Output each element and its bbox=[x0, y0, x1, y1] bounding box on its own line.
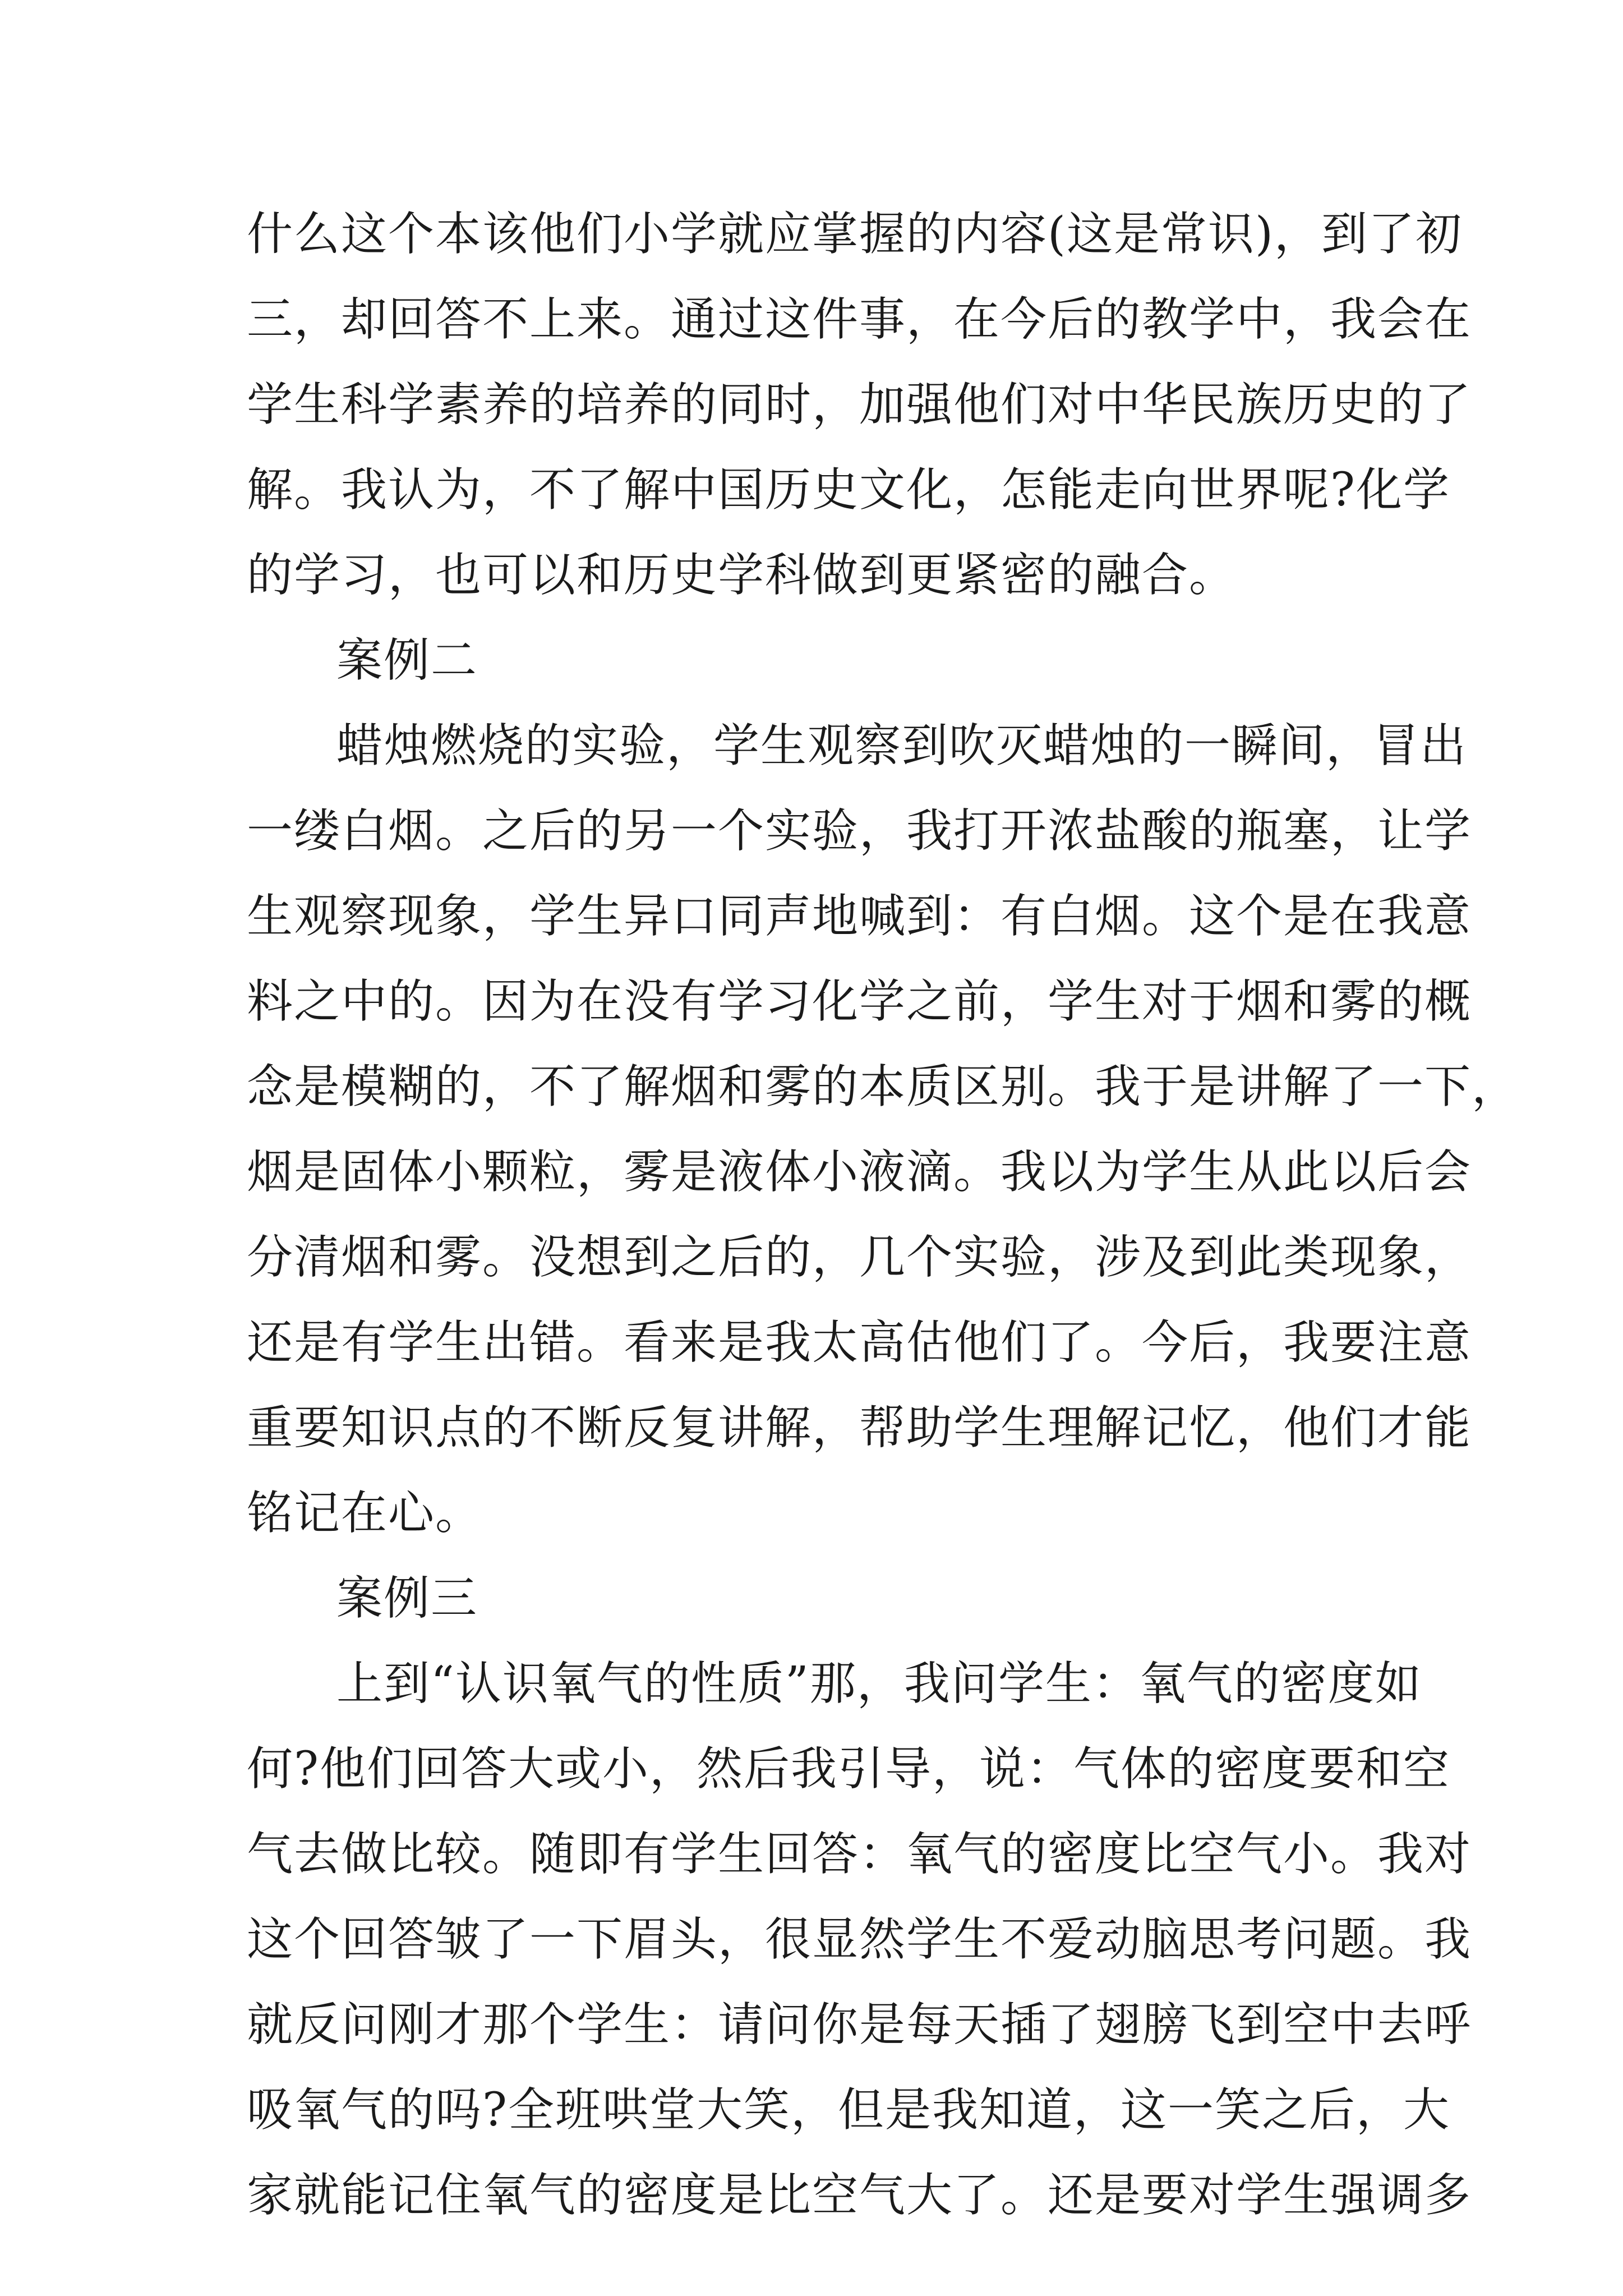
text-line: 一缕白烟。之后的另一个实验，我打开浓盐酸的瓶塞，让学 bbox=[247, 804, 1472, 858]
section-heading-case-2: 案例二 bbox=[336, 634, 478, 687]
text-line: 的学习，也可以和历史学科做到更紧密的融合。 bbox=[247, 549, 1237, 602]
text-line: 烟是固体小颗粒，雾是液体小液滴。我以为学生从此以后会 bbox=[247, 1145, 1472, 1199]
text-line: 这个回答皱了一下眉头，很显然学生不爱动脑思考问题。我 bbox=[247, 1913, 1472, 1966]
text-line: 三，却回答不上来。通过这件事，在今后的教学中，我会在 bbox=[247, 293, 1472, 346]
section-heading-case-3: 案例三 bbox=[336, 1572, 478, 1625]
text-line: 分清烟和雾。没想到之后的，几个实验，涉及到此类现象， bbox=[247, 1231, 1472, 1284]
text-line: 重要知识点的不断反复讲解，帮助学生理解记忆，他们才能 bbox=[247, 1401, 1472, 1455]
text-line: 上到“认识氧气的性质”那，我问学生：氧气的密度如 bbox=[336, 1657, 1422, 1710]
text-line: 料之中的。因为在没有学习化学之前，学生对于烟和雾的概 bbox=[247, 975, 1472, 1028]
text-line: 铭记在心。 bbox=[247, 1487, 483, 1540]
text-line: 就反问刚才那个学生：请问你是每天插了翅膀飞到空中去呼 bbox=[247, 1998, 1472, 2051]
text-line: 什么这个本该他们小学就应掌握的内容(这是常识)，到了初 bbox=[247, 208, 1463, 261]
text-line: 学生科学素养的培养的同时，加强他们对中华民族历史的了 bbox=[247, 378, 1472, 431]
text-line: 还是有学生出错。看来是我太高估他们了。今后，我要注意 bbox=[247, 1316, 1472, 1369]
text-line: 念是模糊的，不了解烟和雾的本质区别。我于是讲解了一下， bbox=[247, 1060, 1519, 1114]
text-line: 吸氧气的吗?全班哄堂大笑，但是我知道，这一笑之后，大 bbox=[247, 2083, 1450, 2137]
text-line: 家就能记住氧气的密度是比空气大了。还是要对学生强调多 bbox=[247, 2169, 1472, 2222]
text-line: 何?他们回答大或小，然后我引导，说：气体的密度要和空 bbox=[247, 1742, 1450, 1796]
text-line: 生观察现象，学生异口同声地喊到：有白烟。这个是在我意 bbox=[247, 890, 1472, 943]
text-line: 解。我认为，不了解中国历史文化，怎能走向世界呢?化学 bbox=[247, 463, 1450, 517]
text-line: 蜡烛燃烧的实验，学生观察到吹灭蜡烛的一瞬间，冒出 bbox=[336, 719, 1468, 772]
text-line: 气去做比较。随即有学生回答：氧气的密度比空气小。我对 bbox=[247, 1828, 1472, 1881]
